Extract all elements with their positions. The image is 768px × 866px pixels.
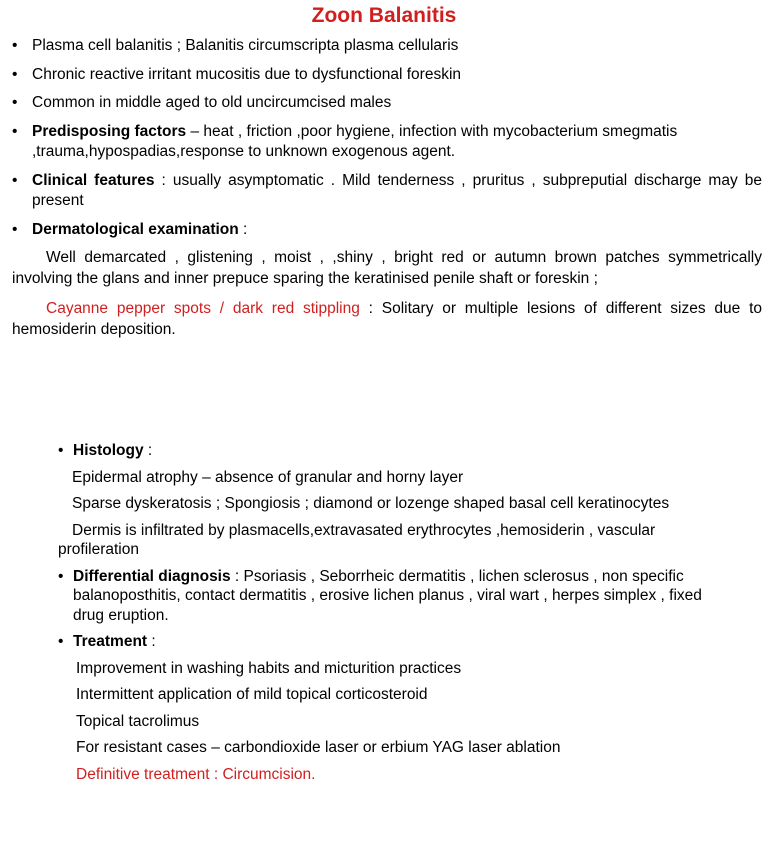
bullet-icon: •	[12, 37, 18, 54]
list-item	[12, 36, 762, 57]
histology-line: Sparse dyskeratosis ; Spongiosis ; diamond or lozenge shaped basal cell keratinocytes	[72, 495, 670, 512]
list-item	[12, 171, 762, 212]
list-item	[12, 65, 762, 86]
predisposing-label: Predisposing factors	[32, 122, 187, 140]
differential-label: Differential diagnosis	[73, 567, 231, 585]
differential-text: : Psoriasis , Seborrheic dermatitis , lichen sclerosus , non specific balanoposthitis, contact dermatitis , erosive lichen planus , viral wart , herpes simplex , fixed drug eruption.	[73, 567, 702, 624]
cayenne-paragraph	[12, 299, 762, 340]
predisposing-text: – heat , friction ,poor hygiene, infection with mycobacterium smegmatis ,trauma,hypospadias,response to unknown exogenous agent.	[32, 122, 678, 160]
treatment-line: Improvement in washing habits and micturition practices	[76, 659, 462, 677]
treatment-line: For resistant cases – carbondioxide laser or erbium YAG laser ablation	[76, 739, 561, 756]
treatment-sep: :	[147, 633, 156, 650]
bullet-icon: •	[12, 171, 18, 189]
synonyms-text: Plasma cell balanitis ; Balanitis circumscripta plasma cellularis	[32, 37, 459, 54]
overview-section	[12, 36, 762, 350]
histology-sep: :	[143, 442, 153, 459]
differential-item	[58, 567, 718, 626]
clinical-label: Clinical features	[32, 171, 155, 189]
treatment-label: Treatment	[73, 633, 148, 650]
cayenne-label: Cayanne pepper spots / dark red stippling	[46, 300, 360, 317]
bullet-icon: •	[58, 442, 64, 459]
histology-line: Epidermal atrophy – absence of granular and horny layer	[72, 468, 464, 486]
page-title: Zoon Balanitis	[311, 4, 457, 27]
details-section	[58, 441, 718, 784]
bullet-icon: •	[12, 94, 18, 111]
treatment-line: Topical tacrolimus	[76, 712, 200, 730]
bullet-icon: •	[12, 122, 18, 140]
derm-label: Dermatological examination	[32, 220, 239, 238]
histology-heading	[58, 441, 718, 461]
list-item	[12, 122, 762, 163]
definitive-treatment: Definitive treatment : Circumcision.	[76, 765, 316, 783]
list-item	[12, 93, 762, 114]
clinical-text: : usually asymptomatic . Mild tenderness , pruritus , subpreputial discharge may be present	[32, 171, 762, 209]
bullet-icon: •	[12, 65, 18, 83]
demographics-text: Common in middle aged to old uncircumcised males	[32, 94, 392, 111]
bullet-icon: •	[58, 567, 64, 585]
cayenne-text: : Solitary or multiple lesions of different sizes due to hemosiderin deposition.	[12, 300, 762, 338]
definition-text: Chronic reactive irritant mucositis due to dysfunctional foreskin	[32, 65, 462, 83]
bullet-icon: •	[58, 633, 64, 650]
treatment-line: Intermittent application of mild topical corticosteroid	[76, 686, 428, 703]
list-item	[12, 220, 762, 241]
histology-line: Dermis is infiltrated by plasmacells,extravasated erythrocytes ,hemosiderin , vascular profileration	[58, 521, 656, 558]
derm-paragraph: Well demarcated , glistening , moist , ,shiny , bright red or autumn brown patches symmetrically involving the glans and inner prepuce sparing the keratinised penile shaft or foreskin ;	[12, 249, 762, 287]
derm-sep: :	[238, 220, 248, 238]
histology-label: Histology	[73, 442, 144, 459]
bullet-icon: •	[12, 220, 18, 238]
treatment-heading	[58, 632, 718, 652]
